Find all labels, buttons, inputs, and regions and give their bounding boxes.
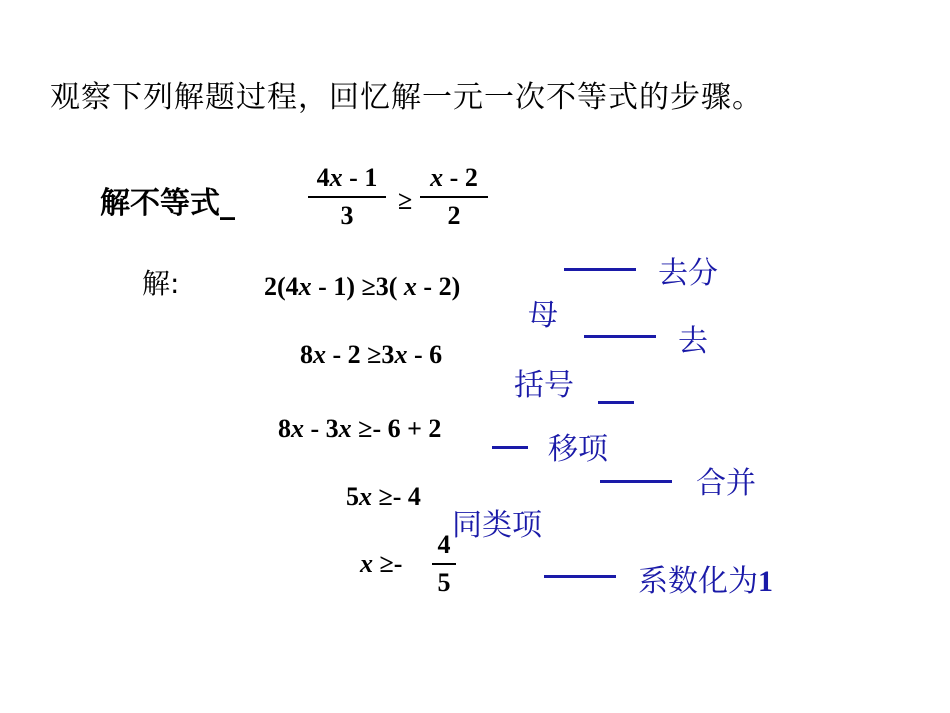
fraction-bar (432, 563, 456, 565)
lhs-denominator: 3 (340, 201, 354, 230)
problem-label: 解不等式_ (100, 186, 235, 221)
annotation-dash-2 (584, 335, 656, 338)
fraction-bar (308, 196, 386, 198)
problem-operator: ≥ (398, 186, 413, 215)
annotation-4a: 合并 (696, 466, 756, 501)
step-5: x ≥- (360, 549, 403, 578)
annotation-dash-3b (492, 446, 528, 449)
annotation-4b: 同类项 (452, 508, 542, 543)
rhs-denominator: 2 (447, 201, 461, 230)
step-3: 8x - 3x ≥- 6 + 2 (278, 414, 442, 443)
annotation-2a: 去 (678, 324, 708, 359)
lhs-numerator: 4x - 1 (316, 163, 378, 192)
annotation-dash-1 (564, 268, 636, 271)
page-title: 观察下列解题过程，回忆解一元一次不等式的步骤。 (50, 80, 763, 115)
annotation-dash-5 (544, 575, 616, 578)
annotation-3: 移项 (548, 432, 608, 467)
step-4: 5x ≥- 4 (346, 482, 421, 511)
step-1: 2(4x - 1) ≥3( x - 2) (264, 272, 461, 301)
final-denominator: 5 (437, 568, 451, 597)
annotation-1a: 去分 (658, 256, 718, 291)
step-2: 8x - 2 ≥3x - 6 (300, 340, 443, 369)
annotation-5: 系数化为1 (638, 564, 773, 599)
problem-lhs-fraction (308, 163, 386, 231)
annotation-1b: 母 (528, 298, 558, 333)
rhs-numerator: x - 2 (430, 163, 478, 192)
problem-rhs-fraction (420, 163, 488, 231)
annotation-2b: 括号 (514, 368, 574, 403)
final-numerator: 4 (437, 530, 451, 559)
annotation-dash-4 (600, 480, 672, 483)
solution-label: 解: (142, 267, 180, 300)
fraction-bar (420, 196, 488, 198)
annotation-dash-3a (598, 401, 634, 404)
